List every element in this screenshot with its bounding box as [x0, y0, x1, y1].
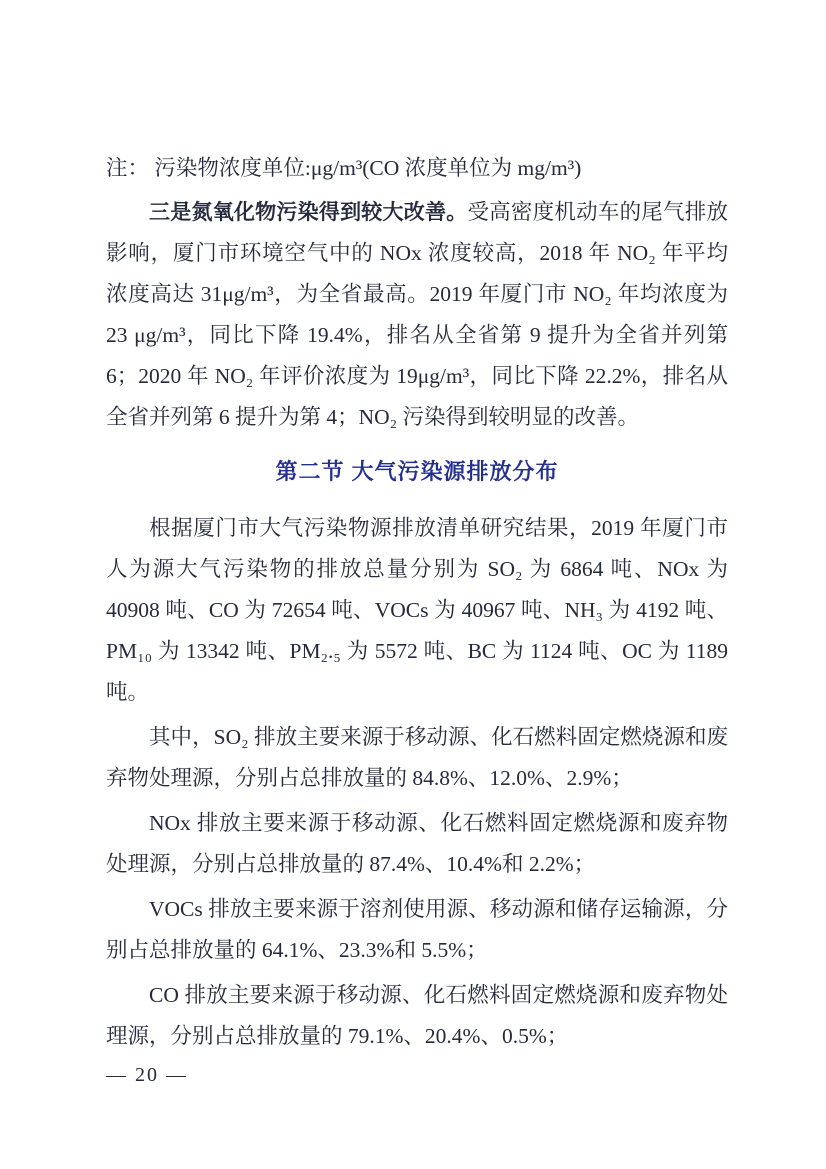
paragraph-lead-rest: 受高密度机动车的尾气排放影响，厦门市环境空气中的 NOx 浓度较高，2018 年 NO₂ 年平均浓度高达 31μg/m³，为全省最高。2019 年厦门市 NO₂ 年均浓度为 23 μg/m³，同比下降 19.4%，排名从全省第 9 提升为全省并列第 6；2020 年 NO₂ 年评价浓度为 19μg/m³，同比下降 22.2%，排名从全省并列第 6 提升为第 4；NO₂ 污染得到较明显的改善。 [106, 200, 728, 429]
section-heading: 第二节 大气污染源排放分布 [275, 459, 559, 484]
paragraph-lead-bold: 三是氮氧化物污染得到较大改善。 [149, 201, 468, 224]
note-line: 注： 污染物浓度单位:μg/m³(CO 浓度单位为 mg/m³) [106, 156, 582, 180]
paragraph-nox-sources: NOx 排放主要来源于移动源、化石燃料固定燃烧源和废弃物处理源，分别占总排放量的 87.4%、10.4%和 2.2%； [106, 811, 728, 876]
paragraph-no2-improvement [106, 192, 728, 438]
paragraph-so2-sources: 其中，SO₂ 排放主要来源于移动源、化石燃料固定燃烧源和废弃物处理源，分别占总排放量的 84.8%、12.0%、2.9%； [106, 725, 728, 790]
page-number: — 20 — [106, 1064, 188, 1086]
paragraph-co-sources: CO 排放主要来源于移动源、化石燃料固定燃烧源和废弃物处理源，分别占总排放量的 79.1%、20.4%、0.5%； [106, 983, 728, 1048]
paragraph-emissions-total: 根据厦门市大气污染物源排放清单研究结果，2019 年厦门市人为源大气污染物的排放总量分别为 SO₂ 为 6864 吨、NOx 为 40908 吨、CO 为 72654 吨、VOCs 为 40967 吨、NH₃ 为 4192 吨、PM₁₀ 为 13342 吨、PM₂.₅ 为 5572 吨、BC 为 1124 吨、OC 为 1189 吨。 [106, 516, 728, 704]
document-content [106, 148, 728, 1061]
paragraph-vocs-sources: VOCs 排放主要来源于溶剂使用源、移动源和储存运输源，分别占总排放量的 64.1%、23.3%和 5.5%； [106, 897, 728, 962]
